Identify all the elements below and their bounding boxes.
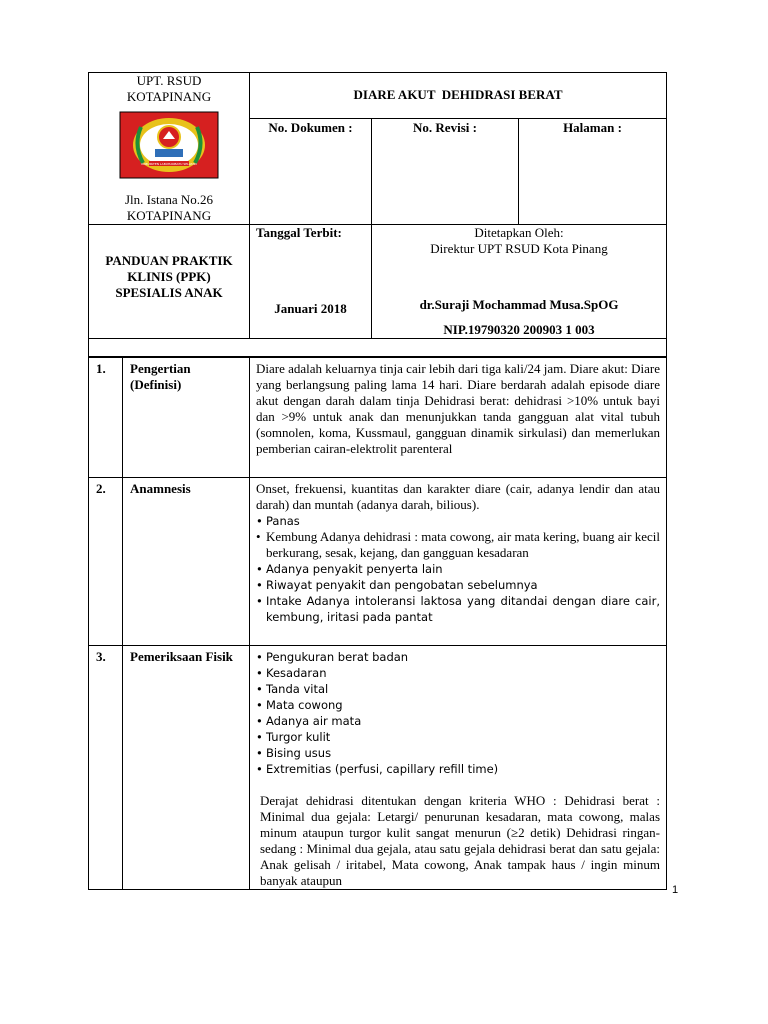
hospital-logo-icon [119, 111, 219, 179]
section-body [250, 646, 667, 890]
list-item: • Kesadaran [256, 665, 660, 681]
no-revisi-cell [372, 118, 519, 224]
page-number: 1 [672, 884, 679, 896]
list-item: • Extremitias (perfusi, capillary refill time) [256, 761, 660, 777]
doctor-name: dr.Suraji Mochammad Musa.SpOG [419, 297, 619, 312]
list-item: • Intake Adanya intoleransi laktosa yang ditandai dengan diare cair, kembung, iritasi pada pantat [256, 593, 660, 625]
org-name-line1: UPT. RSUD [136, 73, 202, 88]
doctor-nip: NIP.19790320 200903 1 003 [443, 322, 595, 337]
section-title: Anamnesis [123, 478, 250, 646]
halaman-cell [519, 118, 667, 224]
list-item: • Pengukuran berat badan [256, 649, 660, 665]
ditetapkan-cell [372, 225, 667, 339]
section-num: 1. [89, 358, 123, 478]
ditetapkan-by: Direktur UPT RSUD Kota Pinang [430, 241, 608, 256]
tanggal-cell [250, 225, 372, 339]
logo-caption: KABUPATEN LABUHANBATU SELATAN [141, 162, 197, 166]
org-cell [89, 73, 250, 225]
no-dokumen-label: No. Dokumen : [268, 119, 353, 135]
section-body [250, 478, 667, 646]
no-revisi-label: No. Revisi : [413, 119, 477, 135]
panduan-title: PANDUAN PRAKTIK KLINIS (PPK) SPESIALIS ANAK [105, 253, 233, 300]
section-num: 2. [89, 478, 123, 646]
address-line2: KOTAPINANG [126, 208, 212, 223]
list-item: • Panas [256, 513, 660, 529]
tanggal-value: Januari 2018 [274, 301, 347, 316]
section-row [89, 358, 667, 478]
no-dokumen-cell [250, 118, 372, 224]
doc-title-cell [250, 73, 667, 119]
section-text: Diare adalah keluarnya tinja cair lebih dari tiga kali/24 jam. Diare akut: Diare yang berlangsung paling lama 14 hari. Diare berdarah adalah episode diare akut dengan darah dalam tinja Dehidrasi berat: dehidrasi >10% untuk bayi dan >9% untuk anak dan menunjukkan tanda gangguan alat vital tubuh (somnolen, koma, Kussmaul, gangguan dinamik sirkulasi) dan memerlukan pemberian cairan-elektrolit parenteral [250, 358, 667, 478]
list-item: • Kembung Adanya dehidrasi : mata cowong, air mata kering, buang air kecil berkurang, sesak, kejang, dan gangguan kesadaran [256, 529, 660, 561]
section-num: 3. [89, 646, 123, 890]
tanggal-label: Tanggal Terbit: [256, 225, 342, 240]
halaman-label: Halaman : [563, 119, 622, 135]
list-item: • Adanya air mata [256, 713, 660, 729]
header-table [88, 72, 667, 357]
panduan-cell [89, 225, 250, 339]
content-table [88, 357, 667, 890]
document-page [88, 72, 666, 890]
list-item: • Tanda vital [256, 681, 660, 697]
list-item: • Bising usus [256, 745, 660, 761]
section-title: Pengertian (Definisi) [123, 358, 250, 478]
ditetapkan-label: Ditetapkan Oleh: [474, 225, 564, 240]
org-name-line2: KOTAPINANG [126, 89, 212, 104]
section-row [89, 478, 667, 646]
spacer-row [89, 339, 667, 357]
section-row [89, 646, 667, 890]
list-item: • Adanya penyakit penyerta lain [256, 561, 660, 577]
address-line1: Jln. Istana No.26 [124, 192, 214, 207]
list-item: • Turgor kulit [256, 729, 660, 745]
section-paragraph: Derajat dehidrasi ditentukan dengan kriteria WHO : Dehidrasi berat : Minimal dua gejala: Letargi/ penurunan kesadaran, mata cowong, malas minum ataupun turgor kulit sangat menurun (≥2 detik) Dehidrasi ringan-sedang : Minimal dua gejala, atau satu gejala dehidrasi berat dan satu gejala: Anak gelisah / iritabel, Mata cowong, Anak tampak haus / ingin minum banyak ataupun [260, 793, 660, 888]
list-item: • Mata cowong [256, 697, 660, 713]
section-title: Pemeriksaan Fisik [123, 646, 250, 890]
doc-title: DIARE AKUT DEHIDRASI BERAT [353, 87, 563, 103]
section-intro: Onset, frekuensi, kuantitas dan karakter diare (cair, adanya lendir dan atau darah) dan muntah (adanya darah, bilious). [256, 481, 660, 512]
list-item: • Riwayat penyakit dan pengobatan sebelumnya [256, 577, 660, 593]
